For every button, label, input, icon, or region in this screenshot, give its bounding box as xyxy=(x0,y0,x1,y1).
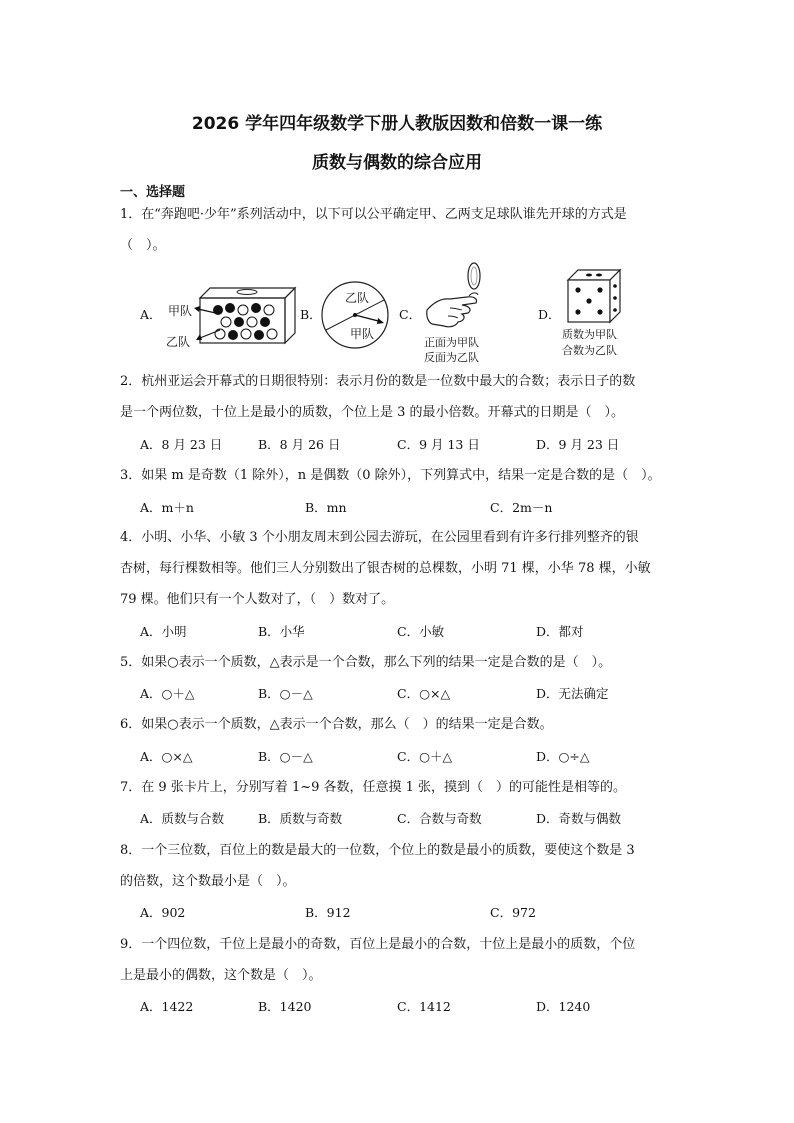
ball-box-figure xyxy=(190,278,300,348)
q2-option-a[interactable]: A．8 月 23 日 xyxy=(140,437,223,452)
q1-a-team-b: 乙队 xyxy=(166,335,191,349)
page-title: 2026 学年四年级数学下册人教版因数和倍数一课一练 xyxy=(191,114,603,134)
q1-a-team-a: 甲队 xyxy=(168,304,193,318)
q3-option-b[interactable]: B．mn xyxy=(305,500,347,515)
q1-option-a-label[interactable]: A． xyxy=(140,307,162,322)
q5-line-1: 5．如果○表示一个质数，△表示是一个合数，那么下列的结果一定是合数的是（ ）。 xyxy=(120,655,612,670)
q3-option-c[interactable]: C．2m－n xyxy=(490,500,553,515)
section-heading: 一、选择题 xyxy=(120,185,186,200)
q1-option-d-label[interactable]: D． xyxy=(538,307,561,322)
q1-b-team-b: 乙队 xyxy=(345,291,370,305)
q7-line-1: 7．在 9 张卡片上，分别写着 1~9 各数，任意摸 1 张，摸到（ ）的可能性是相等的。 xyxy=(120,780,627,795)
q9-line-2: 上是最小的偶数，这个数是（ ）。 xyxy=(120,968,322,983)
q5-option-c[interactable]: C．○×△ xyxy=(397,686,451,701)
q2-option-c[interactable]: C．9 月 13 日 xyxy=(397,437,480,452)
q4-option-a[interactable]: A．小明 xyxy=(140,624,187,639)
q9-option-d[interactable]: D．1240 xyxy=(536,999,591,1014)
q4-line-3: 79 棵。他们只有一个人数对了，（ ）数对了。 xyxy=(120,592,395,607)
page-subtitle: 质数与偶数的综合应用 xyxy=(312,153,482,173)
q9-option-b[interactable]: B．1420 xyxy=(258,999,312,1014)
q3-option-a[interactable]: A．m＋n xyxy=(140,500,194,515)
q8-line-1: 8．一个三位数，百位上的数是最大的一位数，个位上的数是最小的质数，要使这个数是 3 xyxy=(120,843,635,858)
q7-option-c[interactable]: C．合数与奇数 xyxy=(397,811,482,826)
q4-option-c[interactable]: C．小敏 xyxy=(397,624,445,639)
q1-c-caption-1: 正面为甲队 xyxy=(424,336,479,349)
q9-line-1: 9．一个四位数，千位上是最小的奇数，百位上是最小的合数，十位上是最小的质数，个位 xyxy=(120,937,636,952)
q3-line-1: 3．如果 m 是奇数（1 除外），n 是偶数（0 除外），下列算式中，结果一定是合数的是（ ）。 xyxy=(120,468,661,483)
q1-c-caption-2: 反面为乙队 xyxy=(424,351,479,364)
q6-option-a[interactable]: A．○×△ xyxy=(140,749,193,764)
q5-option-b[interactable]: B．○－△ xyxy=(258,686,313,701)
q9-option-c[interactable]: C．1412 xyxy=(397,999,451,1014)
q1-b-team-a: 甲队 xyxy=(350,327,375,341)
q8-line-2: 的倍数，这个数最小是（ ）。 xyxy=(120,874,296,889)
q4-option-b[interactable]: B．小华 xyxy=(258,624,305,639)
q4-line-2: 杏树，每行棵数相等。他们三人分别数出了银杏树的总棵数，小明 71 棵，小华 78 棵，小敏 xyxy=(120,561,651,576)
q8-option-a[interactable]: A．902 xyxy=(140,905,186,920)
q2-option-b[interactable]: B．8 月 26 日 xyxy=(258,437,341,452)
q9-option-a[interactable]: A．1422 xyxy=(140,999,194,1014)
q5-option-a[interactable]: A．○＋△ xyxy=(140,686,195,701)
q1-option-b-label[interactable]: B． xyxy=(300,307,322,322)
coin-toss-hand-figure xyxy=(422,262,497,334)
q8-option-c[interactable]: C．972 xyxy=(490,905,536,920)
q1-d-caption-1: 质数为甲队 xyxy=(562,328,617,341)
q5-option-d[interactable]: D．无法确定 xyxy=(536,686,609,701)
q6-option-c[interactable]: C．○＋△ xyxy=(397,749,453,764)
q4-option-d[interactable]: D．都对 xyxy=(536,624,584,639)
q2-line-1: 2．杭州亚运会开幕式的日期很特别：表示月份的数是一位数中最大的合数；表示日子的数 xyxy=(120,374,636,389)
q1-option-c-label[interactable]: C． xyxy=(399,307,422,322)
q1-d-caption-2: 合数为乙队 xyxy=(562,344,617,357)
q6-option-d[interactable]: D．○÷△ xyxy=(536,749,590,764)
q7-option-d[interactable]: D．奇数与偶数 xyxy=(536,811,622,826)
q1-line-2: （ ）。 xyxy=(120,238,166,253)
q8-option-b[interactable]: B．912 xyxy=(305,905,351,920)
q4-line-1: 4．小明、小华、小敏 3 个小朋友周末到公园去游玩，在公园里看到有许多行排列整齐的银 xyxy=(120,530,639,545)
q2-option-d[interactable]: D．9 月 23 日 xyxy=(536,437,620,452)
q6-option-b[interactable]: B．○－△ xyxy=(258,749,313,764)
q7-option-a[interactable]: A．质数与合数 xyxy=(140,811,225,826)
q7-option-b[interactable]: B．质数与奇数 xyxy=(258,811,343,826)
dice-figure xyxy=(566,268,622,324)
q1-line-1: 1．在“奔跑吧·少年”系列活动中，以下可以公平确定甲、乙两支足球队谁先开球的方式是 xyxy=(120,207,627,222)
q2-line-2: 是一个两位数，十位上是最小的质数，个位上是 3 的最小倍数。开幕式的日期是（ ）。 xyxy=(120,405,625,420)
q6-line-1: 6．如果○表示一个质数，△表示一个合数，那么（ ）的结果一定是合数。 xyxy=(120,717,553,732)
